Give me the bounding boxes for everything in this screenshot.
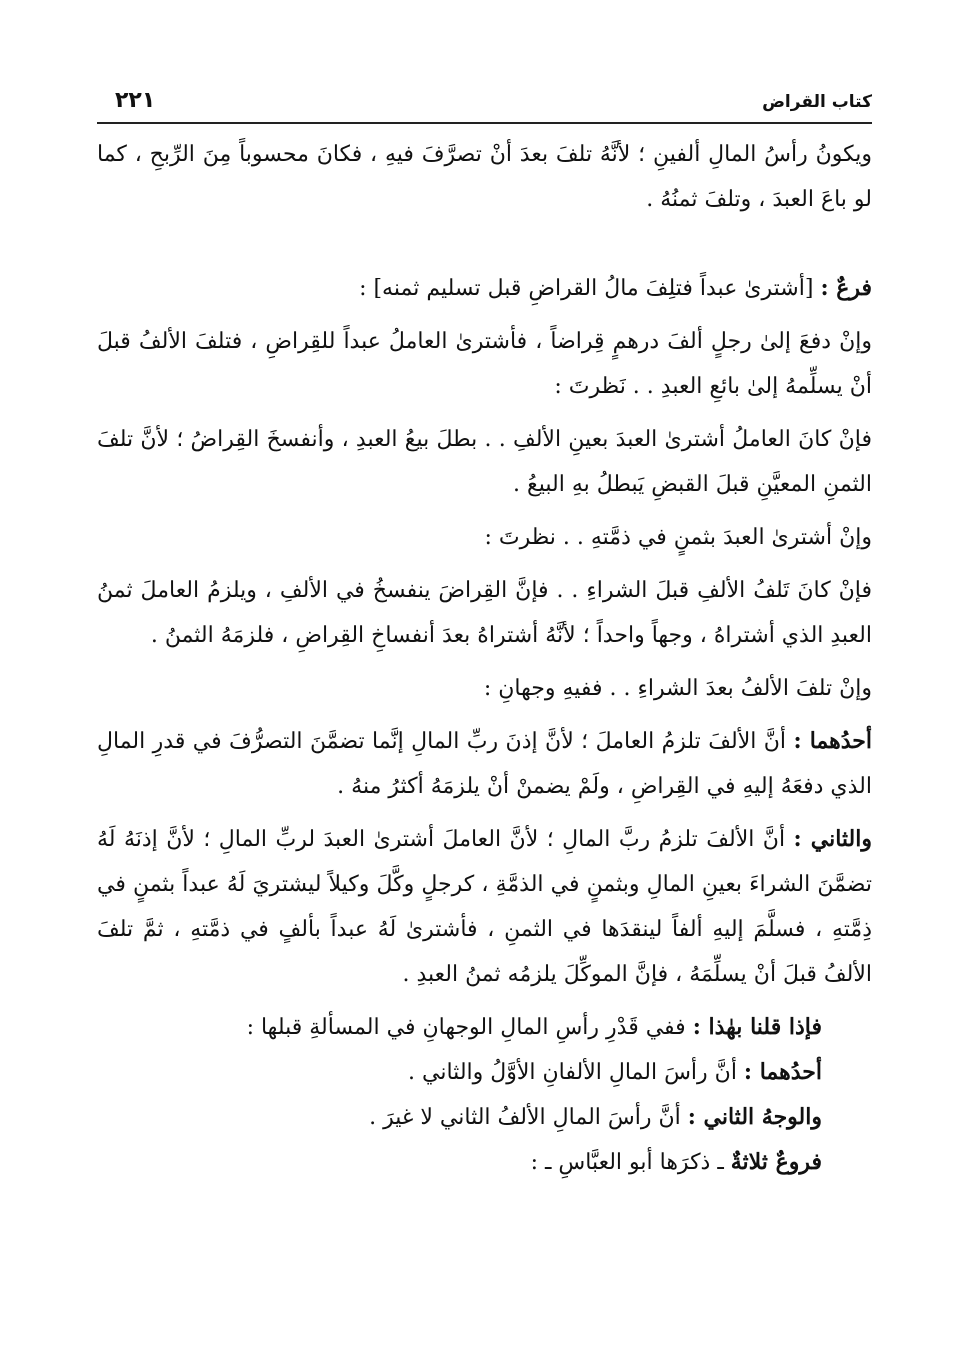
paragraph [97, 666, 872, 711]
paragraph-text: وإنْ أشترىٰ العبدَ بثمنٍ في ذمَّتهِ . . نظرتَ : [484, 525, 872, 550]
paragraph [97, 719, 872, 809]
paragraph [97, 319, 872, 409]
paragraph-lead: أحدُهما : [743, 1059, 822, 1085]
paragraph-lead: فرعٌ : [820, 275, 872, 301]
paragraph-text: فإنْ كانَ تَلفُ الألفِ قبلَ الشراءِ . . فإنَّ القِراضَ ينفسخُ في الألفِ ، ويلزمُ العاملَ ثمنُ العبدِ الذي أشتراهُ ، وجهاً واحداً ؛ لأنَّهُ أشتراهُ بعدَ أنفساخِ القِراضِ ، فلزمَهُ الثمنُ . [97, 578, 872, 648]
paragraph-text: ففي قَدْرِ رأسِ المالِ الوجهانِ في المسألةِ قبلها : [246, 1015, 693, 1040]
paragraph [97, 817, 872, 997]
running-title: كتاب القراض [762, 92, 872, 112]
paragraph [97, 417, 872, 507]
header-rule [97, 122, 872, 124]
paragraph [97, 515, 872, 560]
body-text [97, 132, 872, 1185]
page-number: ٢٢١ [115, 88, 156, 113]
paragraph-text: أنَّ الألفَ تلزمُ العاملَ ؛ لأنَّ إذنَ ربِّ المالِ إنَّما تضمَّنَ التصرُّفَ في قدرِ المالِ الذي دفعَهُ إليهِ في القِراضِ ، ولَمْ يضمنْ أنْ يلزمَهُ أكثرُ منهُ . [97, 729, 872, 799]
paragraph-text: أنَّ رأسَ المالِ الألفُ الثاني لا غيرَ . [369, 1105, 688, 1130]
paragraph-text: ويكونُ رأسُ المالِ ألفينِ ؛ لأنَّهُ تلفَ بعدَ أنْ تصرَّفَ فيهِ ، فكانَ محسوباً مِنَ الرِّبحِ ، كما لو باعَ العبدَ ، وتلفَ ثمنُهُ . [97, 142, 872, 212]
paragraph [97, 1005, 872, 1050]
paragraph [97, 132, 872, 222]
page-header [97, 88, 872, 118]
paragraph [97, 1095, 872, 1140]
paragraph [97, 1050, 872, 1095]
paragraph-text: ـ ذكرَها أبو العبَّاسِ ـ : [530, 1150, 731, 1175]
paragraph-text: [أشترىٰ عبداً فتلِفَ مالُ القراضِ قبل تسليم ثمنه] : [359, 276, 821, 301]
paragraph-lead: فإذا قلنا بهٰذا : [692, 1014, 822, 1040]
paragraph [97, 266, 872, 311]
paragraph-lead: والوجهُ الثاني : [687, 1104, 822, 1130]
paragraph-lead: والثاني : [793, 826, 872, 852]
paragraph-text: أنَّ الألفَ تلزمُ ربَّ المالِ ؛ لأنَّ العاملَ أشترىٰ العبدَ لربِّ المالِ ؛ لأنَّ إذنَهُ لَهُ تضمَّنَ الشراءَ بعينِ المالِ وبثمنٍ في الذمَّةِ ، كرجلٍ وكَّلَ وكيلاً ليشتريَ لَهُ عبداً بثمنٍ في ذِمَّتهِ ، فسلَّمَ إليهِ ألفاً لينقدَها في الثمنِ ، فأشترىٰ لَهُ عبداً بألفٍ في ذمَّتهِ ، ثمَّ تلفَ الألفُ قبلَ أنْ يسلِّمَهُ ، فإنَّ الموكِّلَ يلزمُه ثمنُ العبدِ . [97, 827, 872, 987]
paragraph [97, 1140, 872, 1185]
paragraph-text: وإنْ دفعَ إلىٰ رجلٍ ألفَ درهمٍ قِراضاً ، فأشترىٰ العاملُ عبداً للقِراضِ ، فتلفَ الألفُ قبلَ أنْ يسلِّمهُ إلىٰ بائعِ العبدِ . . نَظرتَ : [97, 329, 872, 399]
paragraph-text: وإنْ تلفَ الألفُ بعدَ الشراءِ . . ففيهِ وجهانِ : [483, 676, 872, 701]
paragraph-lead: أحدُهما : [793, 728, 872, 754]
paragraph [97, 568, 872, 658]
paragraph-text: فإنْ كانَ العاملُ أشترىٰ العبدَ بعينِ الألفِ . . بطلَ بيعُ العبدِ ، وأنفسخَ القِراضُ ؛ لأنَّ تلفَ الثمنِ المعيَّنِ قبلَ القبضِ يَبطلُ بهِ البيعُ . [97, 427, 872, 497]
paragraph-lead: فروعٌ ثلاثةٌ [730, 1149, 822, 1175]
paragraph-text: أنَّ رأسَ المالِ الألفانِ الأوَّلُ والثاني . [408, 1060, 744, 1085]
